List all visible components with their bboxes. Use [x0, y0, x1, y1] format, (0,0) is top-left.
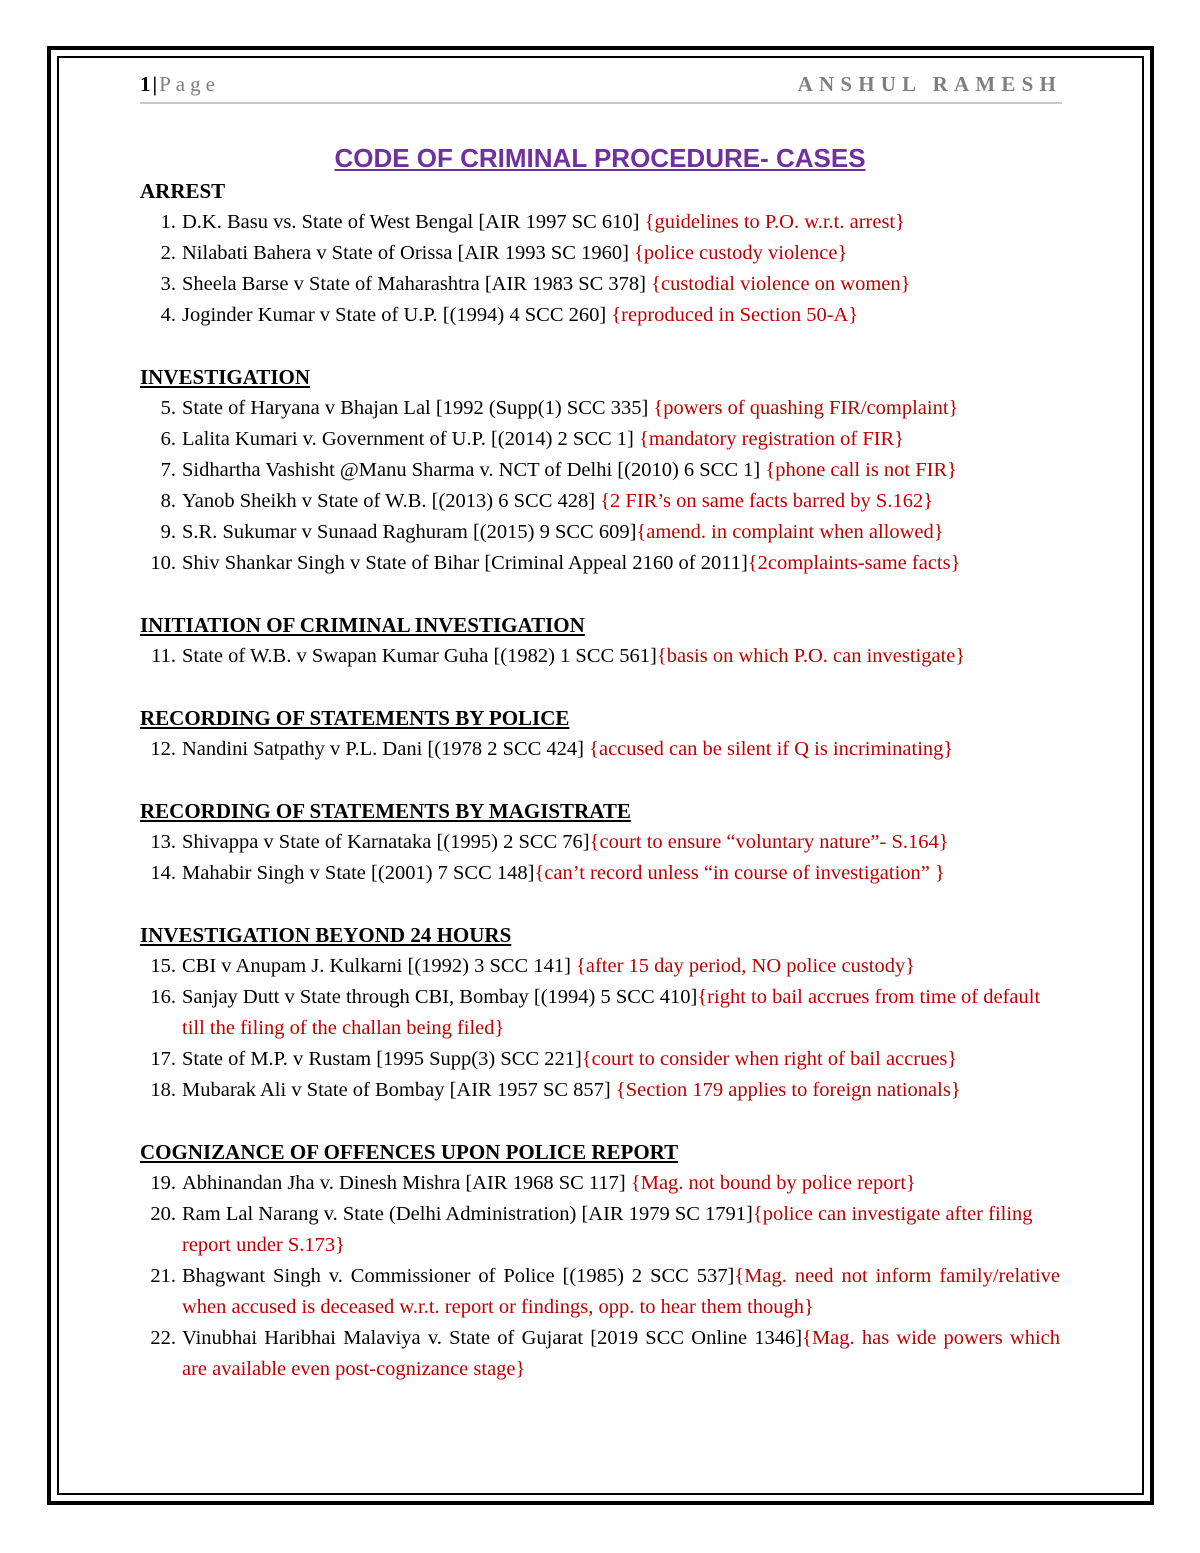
case-citation: Vinubhai Haribhai Malaviya v. State of Gujarat [2019 SCC Online 1346] — [182, 1327, 803, 1349]
case-note: {basis on which P.O. can investigate} — [656, 645, 966, 667]
section-heading: ARREST — [140, 179, 226, 203]
case-text — [182, 1323, 1060, 1385]
case-note: {court to consider when right of bail accrues} — [581, 1048, 958, 1070]
case-text — [182, 207, 1060, 238]
case-note: {after 15 day period, NO police custody} — [576, 955, 916, 977]
case-number: 19. — [150, 1172, 176, 1194]
case-text — [182, 734, 1060, 765]
case-text — [182, 982, 1060, 1044]
section-spacer — [140, 331, 1060, 362]
case-list-item — [140, 424, 1060, 455]
case-text — [182, 1044, 1060, 1075]
case-number: 16. — [150, 986, 176, 1008]
case-text — [182, 238, 1060, 269]
page-separator: | — [152, 72, 158, 96]
case-list-item — [140, 393, 1060, 424]
case-number: 3. — [160, 273, 176, 295]
case-list-item — [140, 734, 1060, 765]
case-note: {Section 179 applies to foreign nationals} — [615, 1079, 961, 1101]
case-list-item — [140, 1199, 1060, 1261]
case-list-item — [140, 1168, 1060, 1199]
case-text — [182, 1261, 1060, 1323]
case-number: 8. — [160, 490, 176, 512]
case-citation: Nandini Satpathy v P.L. Dani [(1978 2 SCC 424] — [182, 738, 590, 760]
section-heading: COGNIZANCE OF OFFENCES UPON POLICE REPORT — [140, 1140, 679, 1164]
case-text — [182, 548, 1060, 579]
case-text — [182, 424, 1060, 455]
case-note: {custodial violence on women} — [651, 273, 911, 295]
case-number: 21. — [150, 1265, 176, 1287]
section-spacer — [140, 579, 1060, 610]
case-citation: State of M.P. v Rustam [1995 Supp(3) SCC 221] — [182, 1048, 582, 1070]
case-citation: Joginder Kumar v State of U.P. [(1994) 4 SCC 260] — [182, 304, 612, 326]
page-number-label — [140, 72, 220, 97]
case-citation: State of W.B. v Swapan Kumar Guha [(1982) 1 SCC 561] — [182, 645, 657, 667]
case-text — [182, 1199, 1060, 1261]
case-list-item — [140, 238, 1060, 269]
case-note: {2complaints-same facts} — [747, 552, 961, 574]
case-list-item — [140, 827, 1060, 858]
case-citation: Bhagwant Singh v. Commissioner of Police [(1985) 2 SCC 537] — [182, 1265, 735, 1287]
section-heading: INITIATION OF CRIMINAL INVESTIGATION — [140, 613, 585, 637]
section-heading: RECORDING OF STATEMENTS BY POLICE — [140, 706, 570, 730]
case-number: 7. — [160, 459, 176, 481]
case-number: 5. — [160, 397, 176, 419]
case-list-item — [140, 486, 1060, 517]
case-list-item — [140, 1075, 1060, 1106]
case-note: {police can investigate after filing report under S.173} — [182, 1203, 1033, 1256]
case-note: {police custody violence} — [634, 242, 848, 264]
page-word: Page — [159, 72, 220, 96]
case-text — [182, 393, 1060, 424]
case-text — [182, 300, 1060, 331]
section-heading: INVESTIGATION — [140, 365, 310, 389]
case-note: {2 FIR’s on same facts barred by S.162} — [600, 490, 934, 512]
case-number: 20. — [150, 1203, 176, 1225]
section-spacer — [140, 1106, 1060, 1137]
case-list-item — [140, 269, 1060, 300]
case-citation: State of Haryana v Bhajan Lal [1992 (Supp(1) SCC 335] — [182, 397, 654, 419]
case-note: {mandatory registration of FIR} — [639, 428, 905, 450]
case-text — [182, 951, 1060, 982]
case-note: {guidelines to P.O. w.r.t. arrest} — [644, 211, 905, 233]
case-text — [182, 269, 1060, 300]
case-citation: Ram Lal Narang v. State (Delhi Administration) [AIR 1979 SC 1791] — [182, 1203, 753, 1225]
case-number: 2. — [160, 242, 176, 264]
case-citation: Yanob Sheikh v State of W.B. [(2013) 6 SCC 428] — [182, 490, 601, 512]
case-list-item — [140, 951, 1060, 982]
case-number: 9. — [160, 521, 176, 543]
case-number: 11. — [151, 645, 176, 667]
document-body — [140, 140, 1060, 1385]
case-citation: Mahabir Singh v State [(2001) 7 SCC 148] — [182, 862, 535, 884]
case-note: {amend. in complaint when allowed} — [636, 521, 944, 543]
case-note: {right to bail accrues from time of default till the filing of the challan being filed} — [182, 986, 1041, 1039]
case-text — [182, 1168, 1060, 1199]
case-list-item — [140, 300, 1060, 331]
case-note: {can’t record unless “in course of investigation” } — [534, 862, 945, 884]
case-list-item — [140, 517, 1060, 548]
section-spacer — [140, 889, 1060, 920]
section-spacer — [140, 672, 1060, 703]
case-number: 14. — [150, 862, 176, 884]
case-note: {accused can be silent if Q is incriminating} — [589, 738, 954, 760]
case-text — [182, 827, 1060, 858]
case-citation: Sidhartha Vashisht @Manu Sharma v. NCT of Delhi [(2010) 6 SCC 1] — [182, 459, 766, 481]
case-citation: Mubarak Ali v State of Bombay [AIR 1957 SC 857] — [182, 1079, 616, 1101]
case-number: 1. — [160, 211, 176, 233]
case-number: 13. — [150, 831, 176, 853]
case-note: {Mag. need not inform family/relative when accused is deceased w.r.t. report or findings, opp. to hear them though} — [182, 1265, 1060, 1318]
case-number: 18. — [150, 1079, 176, 1101]
section-heading: RECORDING OF STATEMENTS BY MAGISTRATE — [140, 799, 631, 823]
case-note: {powers of quashing FIR/complaint} — [653, 397, 959, 419]
case-list-item — [140, 548, 1060, 579]
case-text — [182, 641, 1060, 672]
case-list-item — [140, 858, 1060, 889]
case-note: {court to ensure “voluntary nature”- S.164} — [589, 831, 949, 853]
case-citation: Lalita Kumari v. Government of U.P. [(2014) 2 SCC 1] — [182, 428, 640, 450]
case-citation: S.R. Sukumar v Sunaad Raghuram [(2015) 9 SCC 609] — [182, 521, 637, 543]
case-citation: Nilabati Bahera v State of Orissa [AIR 1993 SC 1960] — [182, 242, 635, 264]
case-text — [182, 517, 1060, 548]
case-citation: Shiv Shankar Singh v State of Bihar [Criminal Appeal 2160 of 2011] — [182, 552, 748, 574]
case-citation: CBI v Anupam J. Kulkarni [(1992) 3 SCC 141] — [182, 955, 577, 977]
document-title: CODE OF CRIMINAL PROCEDURE- CASES — [334, 143, 866, 173]
case-list-item — [140, 1261, 1060, 1323]
case-number: 15. — [150, 955, 176, 977]
case-list-item — [140, 207, 1060, 238]
case-citation: Sheela Barse v State of Maharashtra [AIR 1983 SC 378] — [182, 273, 652, 295]
case-sections — [140, 176, 1060, 1385]
case-number: 10. — [150, 552, 176, 574]
case-list-item — [140, 1044, 1060, 1075]
case-text — [182, 486, 1060, 517]
case-list-item — [140, 982, 1060, 1044]
case-list-item — [140, 641, 1060, 672]
case-number: 4. — [160, 304, 176, 326]
case-citation: Abhinandan Jha v. Dinesh Mishra [AIR 1968 SC 117] — [182, 1172, 631, 1194]
author-name: ANSHUL RAMESH — [797, 72, 1062, 96]
case-text — [182, 1075, 1060, 1106]
case-citation: Sanjay Dutt v State through CBI, Bombay [(1994) 5 SCC 410] — [182, 986, 698, 1008]
case-text — [182, 858, 1060, 889]
case-number: 22. — [150, 1327, 176, 1349]
case-list-item — [140, 455, 1060, 486]
page-header — [140, 72, 1062, 104]
section-spacer — [140, 765, 1060, 796]
case-number: 12. — [150, 738, 176, 760]
case-number: 17. — [150, 1048, 176, 1070]
case-text — [182, 455, 1060, 486]
case-note: {phone call is not FIR} — [765, 459, 957, 481]
case-citation: Shivappa v State of Karnataka [(1995) 2 SCC 76] — [182, 831, 590, 853]
case-note: {Mag. not bound by police report} — [630, 1172, 916, 1194]
case-note: {reproduced in Section 50-A} — [611, 304, 859, 326]
section-heading: INVESTIGATION BEYOND 24 HOURS — [140, 923, 512, 947]
case-list-item — [140, 1323, 1060, 1385]
case-number: 6. — [160, 428, 176, 450]
page-number: 1 — [140, 72, 151, 96]
case-note: {Mag. has wide powers which are available even post-cognizance stage} — [182, 1327, 1060, 1380]
case-citation: D.K. Basu vs. State of West Bengal [AIR 1997 SC 610] — [182, 211, 645, 233]
